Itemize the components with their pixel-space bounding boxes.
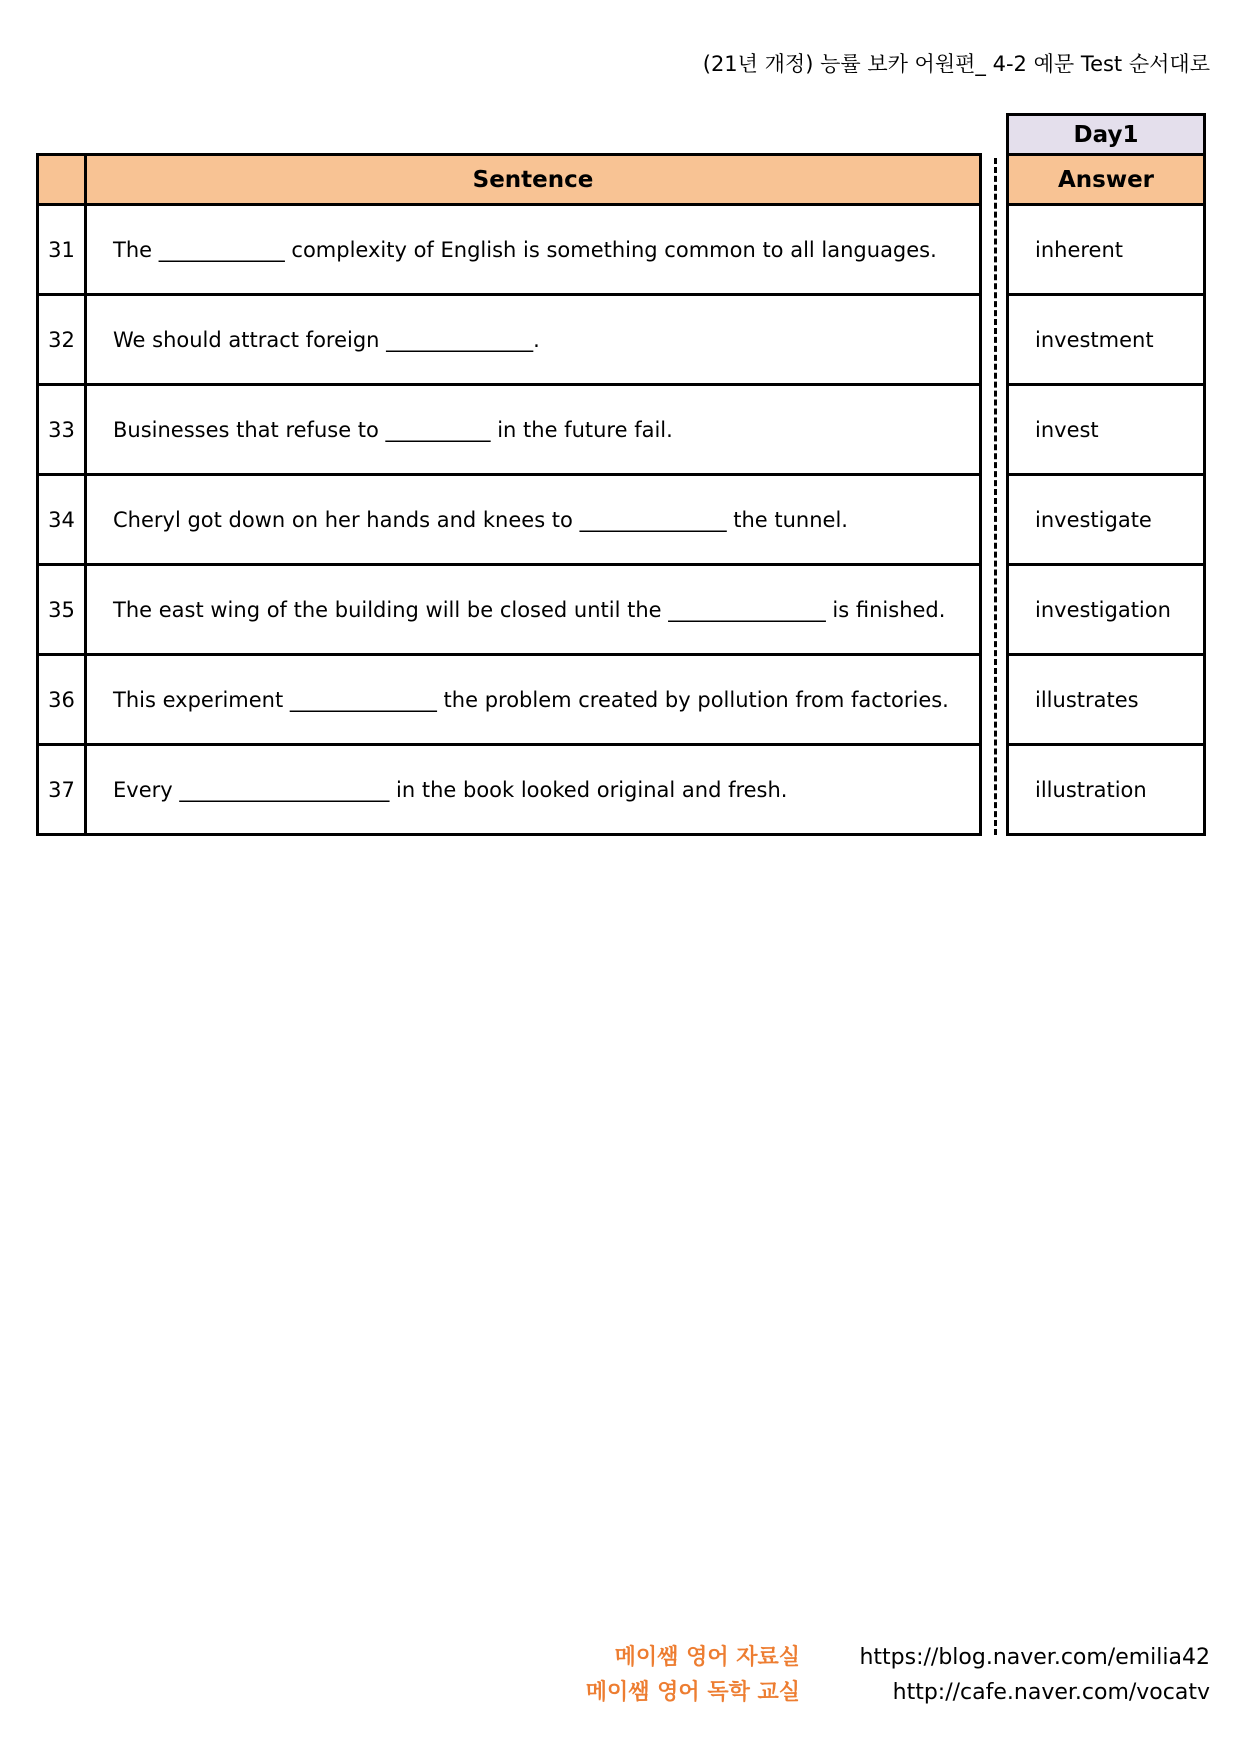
document-title: (21년 개정) 능률 보카 어원편_ 4-2 예문 Test 순서대로 xyxy=(702,52,1210,76)
footer-brand xyxy=(586,1640,800,1710)
row-sentence: The east wing of the building will be closed until the _______________ is finished. xyxy=(86,565,981,655)
answer-row xyxy=(1008,565,1205,655)
row-number: 31 xyxy=(38,205,86,295)
row-number: 36 xyxy=(38,655,86,745)
answer-row xyxy=(1008,475,1205,565)
cafe-link[interactable]: http://cafe.naver.com/vocatv xyxy=(892,1680,1210,1705)
sentence-header: Sentence xyxy=(86,155,981,205)
answer-row xyxy=(1008,655,1205,745)
answer-table xyxy=(1006,153,1206,836)
row-number: 32 xyxy=(38,295,86,385)
row-sentence: We should attract foreign ______________. xyxy=(86,295,981,385)
answer-header-row xyxy=(1008,155,1205,205)
dashed-divider xyxy=(994,158,997,835)
answer-row xyxy=(1008,745,1205,835)
table-row xyxy=(38,475,981,565)
footer-links xyxy=(859,1640,1210,1710)
blog-link[interactable]: https://blog.naver.com/emilia42 xyxy=(859,1645,1210,1670)
row-number: 37 xyxy=(38,745,86,835)
answer-cell: investment xyxy=(1008,295,1205,385)
table-row xyxy=(38,655,981,745)
answer-row xyxy=(1008,295,1205,385)
table-row xyxy=(38,745,981,835)
row-number: 35 xyxy=(38,565,86,655)
answer-cell: inherent xyxy=(1008,205,1205,295)
table-row xyxy=(38,385,981,475)
row-number: 33 xyxy=(38,385,86,475)
table-header-row xyxy=(38,155,981,205)
answer-cell: invest xyxy=(1008,385,1205,475)
answer-row xyxy=(1008,385,1205,475)
number-header xyxy=(38,155,86,205)
answer-cell: illustration xyxy=(1008,745,1205,835)
day-label: Day1 xyxy=(1006,113,1206,155)
table-row xyxy=(38,205,981,295)
row-sentence: Every ____________________ in the book looked original and fresh. xyxy=(86,745,981,835)
row-number: 34 xyxy=(38,475,86,565)
footer-brand-line2: 메이쌤 영어 독학 교실 xyxy=(585,1680,800,1705)
sentence-table xyxy=(36,153,982,836)
row-sentence: Businesses that refuse to __________ in the future fail. xyxy=(86,385,981,475)
answer-cell: illustrates xyxy=(1008,655,1205,745)
row-sentence: This experiment ______________ the problem created by pollution from factories. xyxy=(86,655,981,745)
answer-cell: investigation xyxy=(1008,565,1205,655)
table-row xyxy=(38,565,981,655)
row-sentence: The ____________ complexity of English is something common to all languages. xyxy=(86,205,981,295)
answer-header: Answer xyxy=(1008,155,1205,205)
footer-brand-line1: 메이쌤 영어 자료실 xyxy=(614,1645,800,1670)
answer-row xyxy=(1008,205,1205,295)
answer-cell: investigate xyxy=(1008,475,1205,565)
row-sentence: Cheryl got down on her hands and knees to ______________ the tunnel. xyxy=(86,475,981,565)
table-row xyxy=(38,295,981,385)
